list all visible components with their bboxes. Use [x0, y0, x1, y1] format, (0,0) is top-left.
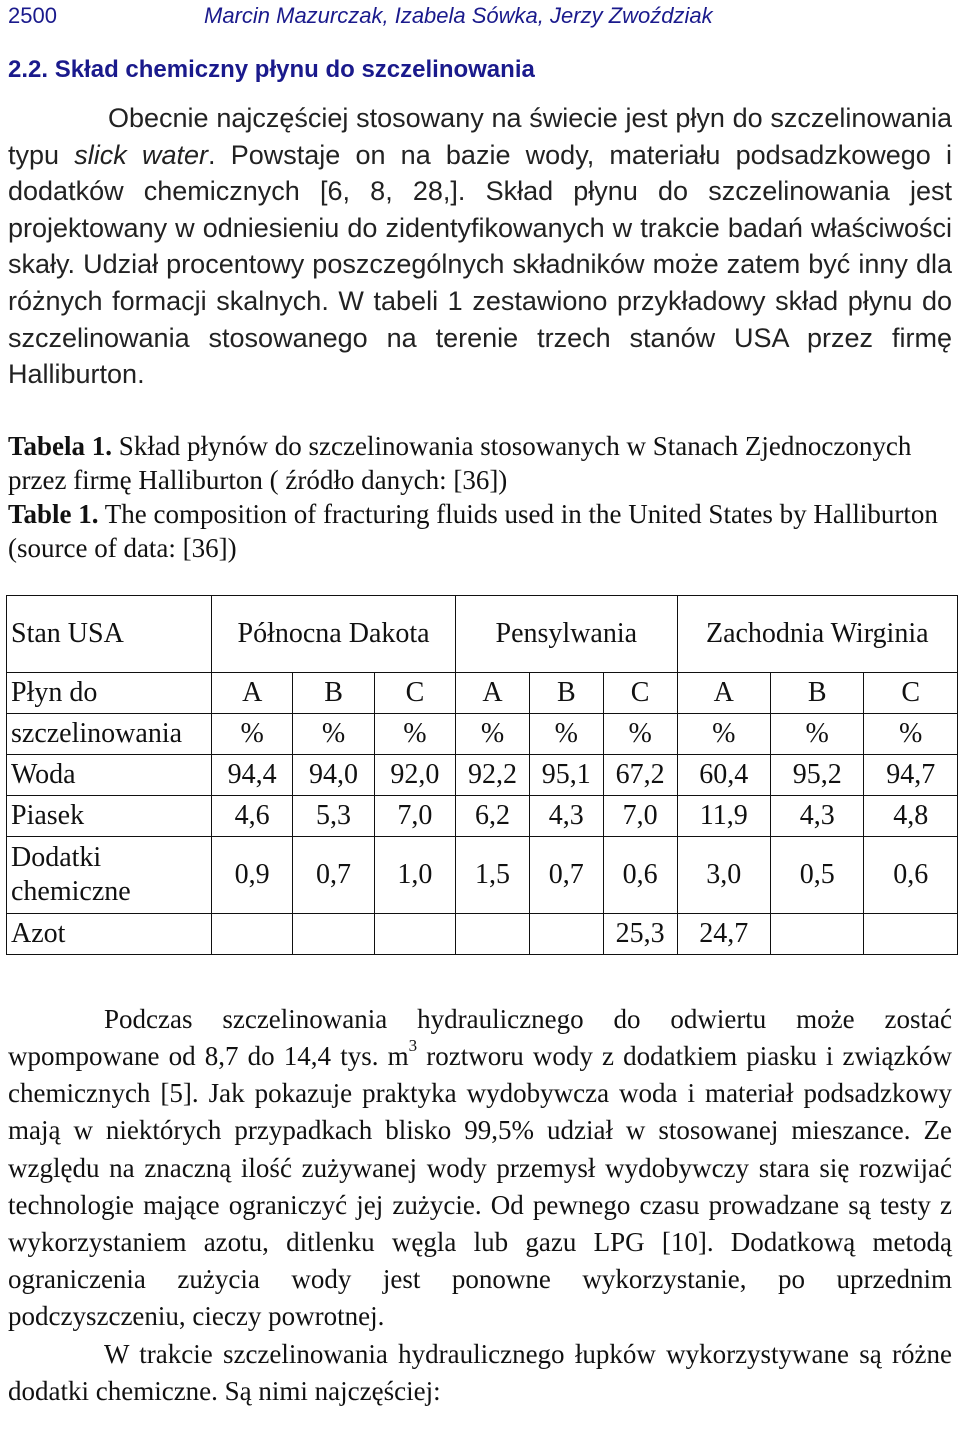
unit-cell: %: [293, 713, 374, 754]
body-text-1: Podczas szczelinowania hydraulicznego do odwiertu może zostać wpompowane od 8,7 do 14,4 tys. m: [8, 1003, 952, 1071]
unit-cell: %: [770, 713, 863, 754]
value-cell: 0,7: [293, 836, 374, 913]
value-cell: 1,0: [374, 836, 455, 913]
fluid-cell: A: [456, 672, 530, 713]
fluid-cell: C: [864, 672, 958, 713]
page-number: 2500: [8, 3, 57, 28]
value-cell: 3,0: [677, 836, 770, 913]
superscript: 3: [408, 1035, 418, 1055]
composition-table: [6, 595, 958, 955]
value-cell: 0,5: [770, 836, 863, 913]
state-cell: Północna Dakota: [212, 595, 456, 672]
value-cell: 25,3: [603, 913, 677, 954]
caption-pl-text: Skład płynów do szczelinowania stosowanych w Stanach Zjednoczonych przez firmę Halliburton ( źródło danych: [36]): [8, 430, 912, 495]
intro-text-1: Obecnie najczęściej stosowany na świecie jest płyn do szczelinowania typu: [8, 103, 952, 170]
unit-cell: %: [374, 713, 455, 754]
value-cell: [770, 913, 863, 954]
row-label: [7, 836, 212, 913]
unit-cell: %: [603, 713, 677, 754]
value-cell: [374, 913, 455, 954]
value-cell: 95,1: [529, 754, 603, 795]
unit-cell: %: [677, 713, 770, 754]
value-cell: 0,9: [212, 836, 293, 913]
intro-text-2: . Powstaje on na bazie wody, materiału podsadzkowego i dodatków chemicznych [6, 8, 28,]. Skład płynu do szczelinowania jest projektowany w odniesieniu do zidentyfikowanych w trakcie badań właściwości skały. Udział procentowy poszczególnych składników może zatem być inny dla różnych formacji skalnych. W tabeli 1 zestawiono przykładowy skład płynu do szczelinowania stosowanego na terenie trzech stanów USA przez firmę Halliburton.: [8, 139, 952, 390]
value-cell: 92,0: [374, 754, 455, 795]
value-cell: 67,2: [603, 754, 677, 795]
unit-row: [7, 713, 958, 754]
value-cell: 4,8: [864, 795, 958, 836]
value-cell: [456, 913, 530, 954]
fluid-cell: A: [677, 672, 770, 713]
page: [8, 0, 952, 1410]
header-label-cell: Stan USA: [7, 595, 212, 672]
closing-text: W trakcie szczelinowania hydraulicznego łupków wykorzystywane są różne dodatki chemiczne. Są nimi najczęściej:: [8, 1338, 952, 1406]
value-cell: 92,2: [456, 754, 530, 795]
value-cell: [864, 913, 958, 954]
intro-italic-term: slick water: [74, 139, 208, 170]
value-cell: 7,0: [603, 795, 677, 836]
value-cell: 4,6: [212, 795, 293, 836]
state-cell: Zachodnia Wirginia: [677, 595, 958, 672]
value-cell: 24,7: [677, 913, 770, 954]
fluid-cell: A: [212, 672, 293, 713]
value-cell: 6,2: [456, 795, 530, 836]
fluid-cell: B: [529, 672, 603, 713]
body-paragraph: [8, 1001, 952, 1336]
row-label: Azot: [7, 913, 212, 954]
value-cell: [529, 913, 603, 954]
value-cell: 11,9: [677, 795, 770, 836]
fluid-cell: C: [374, 672, 455, 713]
fluid-cell: C: [603, 672, 677, 713]
row-label: Piasek: [7, 795, 212, 836]
value-cell: 94,7: [864, 754, 958, 795]
value-cell: 0,6: [603, 836, 677, 913]
caption-en-label: Table 1.: [8, 498, 99, 529]
unit-cell: %: [456, 713, 530, 754]
unit-cell: %: [212, 713, 293, 754]
table-caption: [8, 429, 952, 565]
row-label-line: Dodatki: [11, 841, 102, 873]
unit-cell: %: [864, 713, 958, 754]
state-cell: Pensylwania: [456, 595, 677, 672]
row-label: Woda: [7, 754, 212, 795]
table-row: [7, 913, 958, 954]
fluid-cell: B: [293, 672, 374, 713]
running-header: [8, 0, 952, 32]
header-authors: Marcin Mazurczak, Izabela Sówka, Jerzy Zwoździak: [204, 3, 713, 28]
table-row: [7, 795, 958, 836]
caption-en-text: The composition of fracturing fluids used in the United States by Halliburton (source of data: [36]): [8, 498, 938, 563]
value-cell: 5,3: [293, 795, 374, 836]
value-cell: [212, 913, 293, 954]
table-header-row: [7, 595, 958, 672]
value-cell: [293, 913, 374, 954]
value-cell: 94,0: [293, 754, 374, 795]
unit-cell: %: [529, 713, 603, 754]
fluid-row: [7, 672, 958, 713]
value-cell: 60,4: [677, 754, 770, 795]
intro-paragraph: [8, 100, 952, 393]
value-cell: 1,5: [456, 836, 530, 913]
value-cell: 94,4: [212, 754, 293, 795]
row-label-line: chemiczne: [11, 875, 131, 907]
body-text-2: roztworu wody z dodatkiem piasku i związków chemicznych [5]. Jak pokazuje praktyka wydobywcza woda i materiał podsadzkowy mają w niektórych przypadkach blisko 99,5% udział w stosowanej mieszance. Ze względu na znaczną ilość zużywanej wody przemysł wydobywczy stara się rozwijać technologie mające ograniczyć jej zużycie. Od pewnego czasu prowadzane są testy z wykorzystaniem azotu, ditlenku węgla lub gazu LPG [10]. Dodatkową metodą ograniczenia zużycia wody jest ponowne wykorzystanie, po uprzednim podczyszczeniu, cieczy powrotnej.: [8, 1040, 952, 1332]
value-cell: 0,6: [864, 836, 958, 913]
fluid-label-cell: Płyn do: [7, 672, 212, 713]
value-cell: 4,3: [770, 795, 863, 836]
closing-paragraph: [8, 1336, 952, 1410]
fluid-cell: B: [770, 672, 863, 713]
value-cell: 95,2: [770, 754, 863, 795]
caption-pl-label: Tabela 1.: [8, 430, 113, 461]
table-row: [7, 836, 958, 913]
fluid-label-cell-2: szczelinowania: [7, 713, 212, 754]
table-row: [7, 754, 958, 795]
value-cell: 4,3: [529, 795, 603, 836]
value-cell: 0,7: [529, 836, 603, 913]
section-title: 2.2. Skład chemiczny płynu do szczelinowania: [8, 56, 535, 83]
value-cell: 7,0: [374, 795, 455, 836]
